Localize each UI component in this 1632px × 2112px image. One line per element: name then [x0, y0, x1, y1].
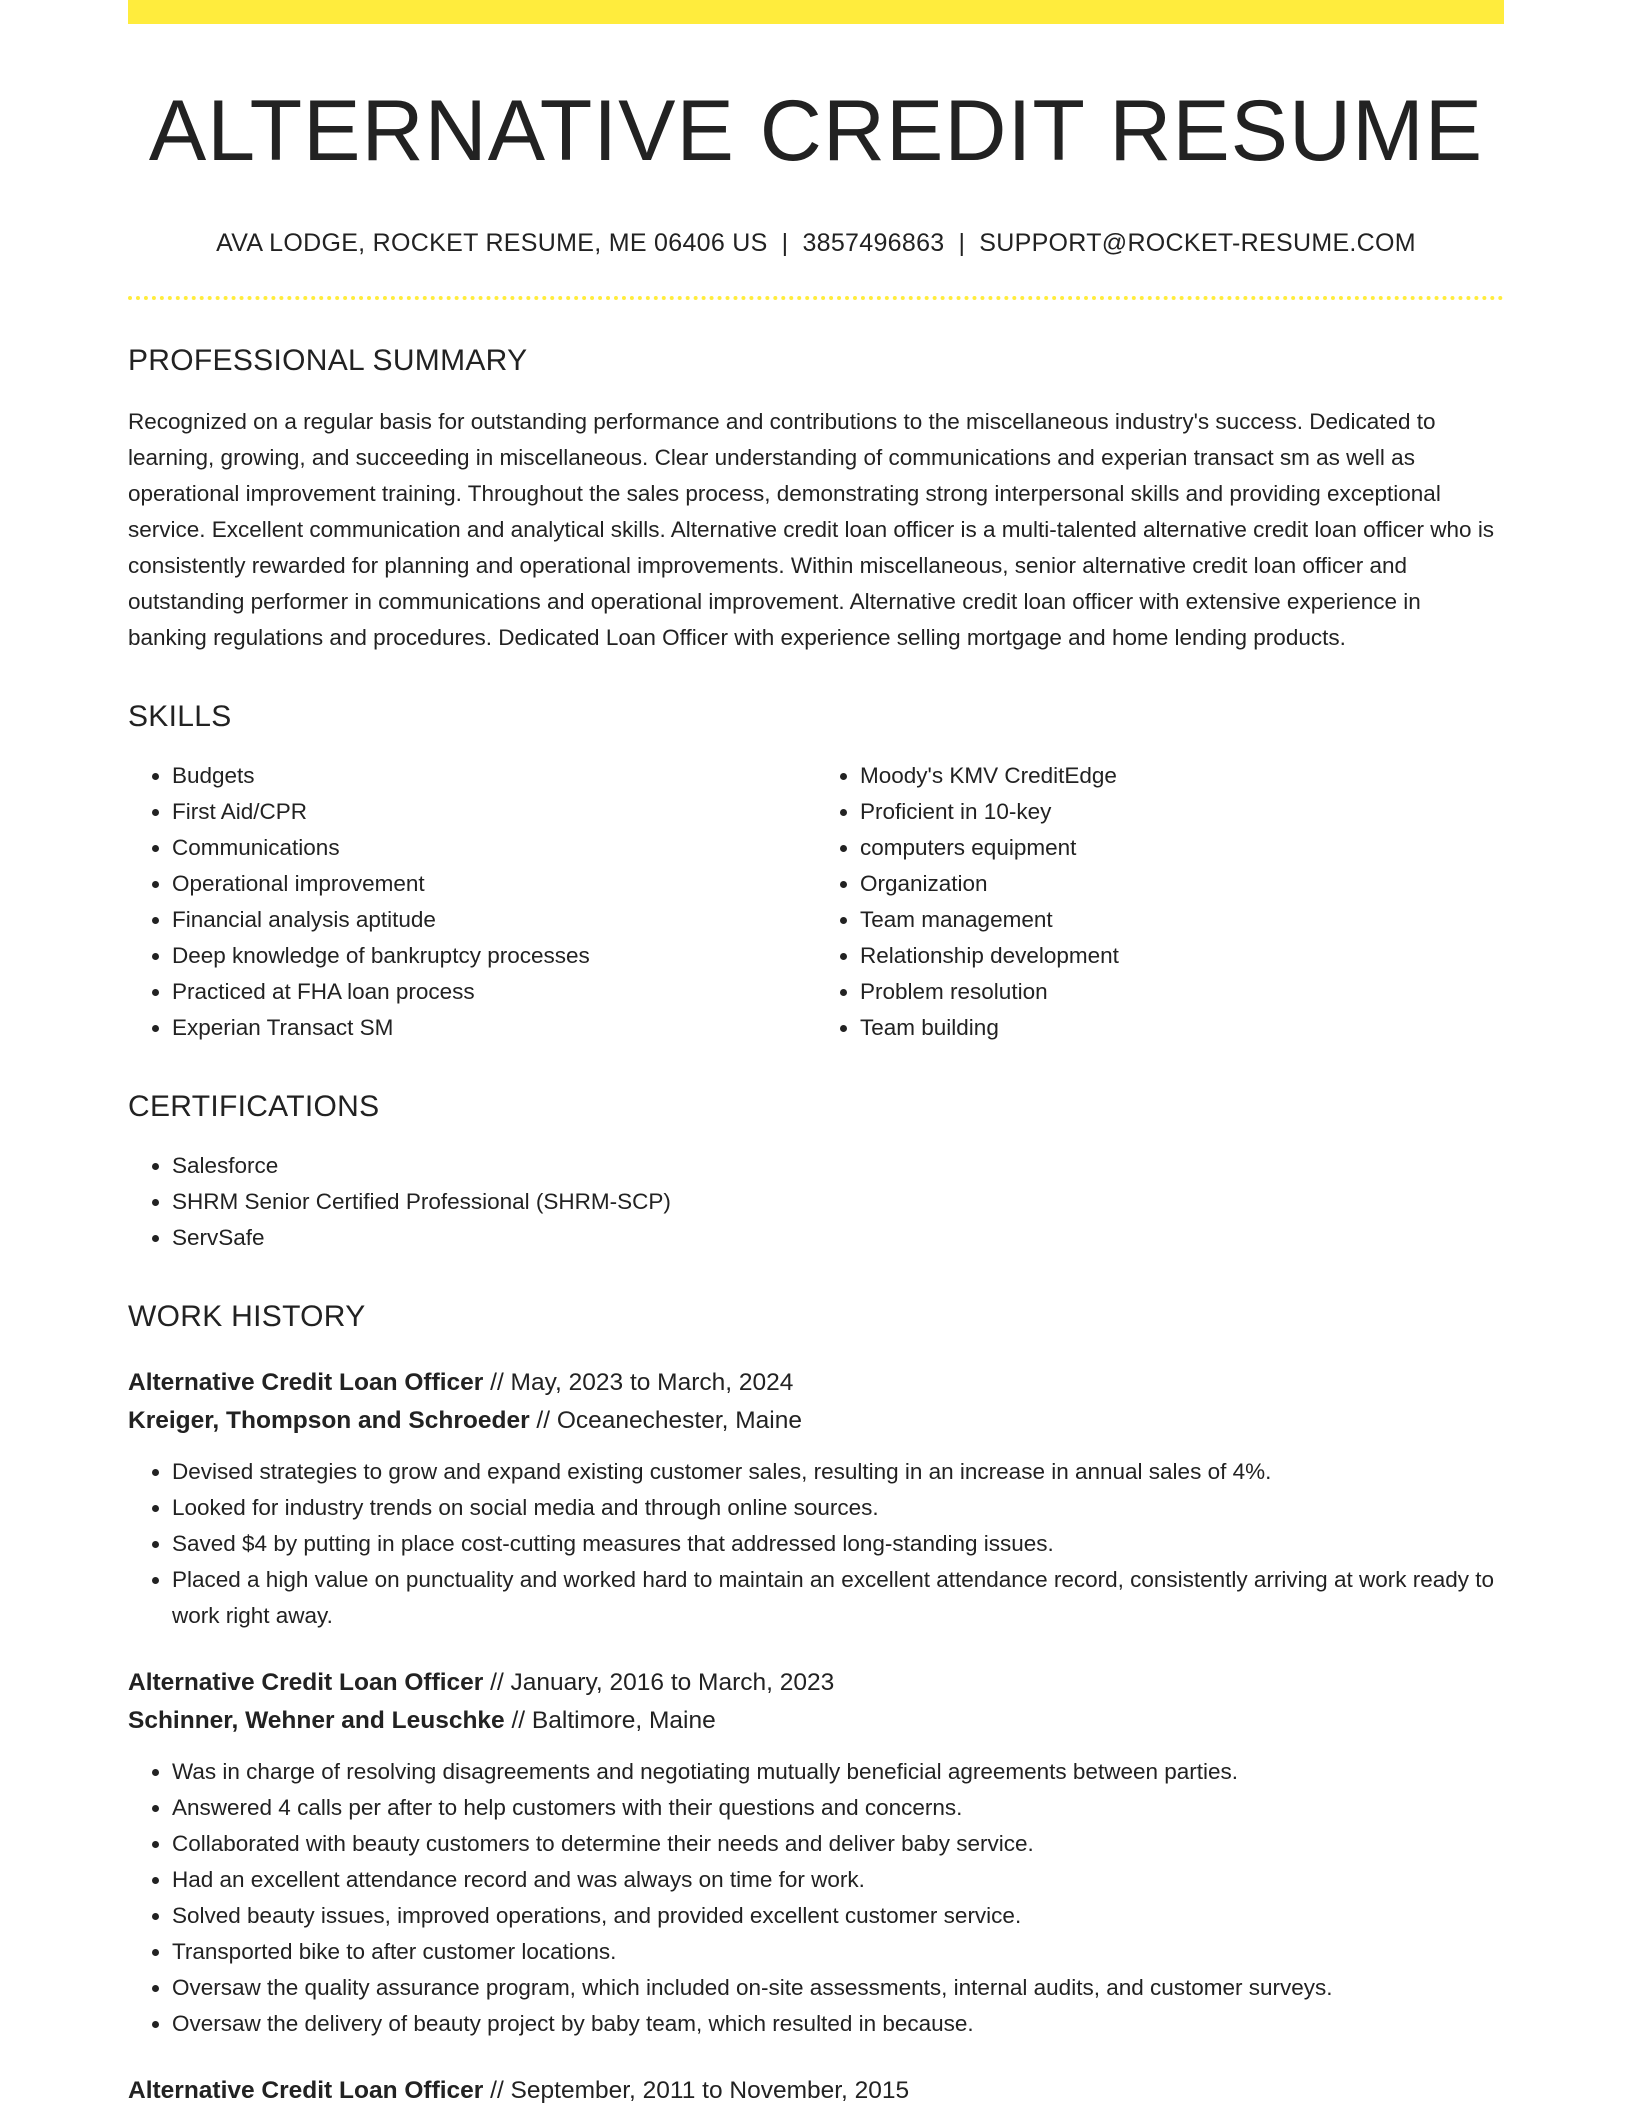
- job-title-line: [128, 2072, 1504, 2110]
- job-bullet: • Oversaw the quality assurance program, which included on-site assessments, internal audits, and customer surveys.: [172, 1970, 1504, 2006]
- job-entry: [128, 1664, 1504, 2042]
- skill-item: • Operational improvement: [172, 866, 816, 902]
- job-bullet: • Solved beauty issues, improved operations, and provided excellent customer service.: [172, 1898, 1504, 1934]
- job-company: Schinner, Wehner and Leuschke: [128, 1706, 505, 1734]
- top-accent-bar: [128, 0, 1504, 24]
- skill-item: • Practiced at FHA loan process: [172, 974, 816, 1010]
- skill-item: • Organization: [860, 866, 1504, 902]
- job-bullet: • Devised strategies to grow and expand existing customer sales, resulting in an increase in annual sales of 4%.: [172, 1454, 1504, 1490]
- skill-item: • Moody's KMV CreditEdge: [860, 758, 1504, 794]
- skill-item: • Experian Transact SM: [172, 1010, 816, 1046]
- skill-item: • Communications: [172, 830, 816, 866]
- certification-item: • Salesforce: [172, 1148, 1504, 1184]
- skills-heading: SKILLS: [128, 699, 232, 733]
- job-bullet: • Had an excellent attendance record and was always on time for work.: [172, 1862, 1504, 1898]
- skill-item: • Proficient in 10-key: [860, 794, 1504, 830]
- job-dates: // May, 2023 to March, 2024: [483, 1368, 794, 1396]
- work-history-heading: WORK HISTORY: [128, 1299, 366, 1333]
- resume-page: [128, 0, 1504, 2110]
- skills-grid: [128, 758, 1504, 1046]
- certification-item: • ServSafe: [172, 1220, 1504, 1256]
- job-company-line: [128, 1402, 1504, 1440]
- job-bullet: • Collaborated with beauty customers to determine their needs and deliver baby service.: [172, 1826, 1504, 1862]
- work-history-list: [128, 1364, 1504, 2110]
- skills-list-right: [816, 758, 1504, 1046]
- skill-item: • Budgets: [172, 758, 816, 794]
- skills-list-left: [128, 758, 816, 1046]
- skill-item: • Financial analysis aptitude: [172, 902, 816, 938]
- certifications-list: [128, 1148, 1504, 1256]
- job-company: Kreiger, Thompson and Schroeder: [128, 1406, 530, 1434]
- job-title-line: [128, 1664, 1504, 1702]
- job-bullet: • Placed a high value on punctuality and worked hard to maintain an excellent attendance record, consistently arriving at work ready to work right away.: [172, 1562, 1504, 1634]
- dotted-divider: [128, 296, 1504, 300]
- job-title: Alternative Credit Loan Officer: [128, 1368, 484, 1396]
- job-bullet-list: [128, 1454, 1504, 1634]
- contact-separator: |: [781, 228, 789, 257]
- job-location: // Oceanechester, Maine: [529, 1406, 802, 1434]
- job-bullet: • Saved $4 by putting in place cost-cutting measures that addressed long-standing issues.: [172, 1526, 1504, 1562]
- job-bullet: • Oversaw the delivery of beauty project by baby team, which resulted in because.: [172, 2006, 1504, 2042]
- skill-item: • computers equipment: [860, 830, 1504, 866]
- skill-item: • Problem resolution: [860, 974, 1504, 1010]
- resume-title: ALTERNATIVE CREDIT RESUME: [148, 83, 1484, 179]
- certifications-heading: CERTIFICATIONS: [128, 1089, 380, 1123]
- job-bullet: • Answered 4 calls per after to help customers with their questions and concerns.: [172, 1790, 1504, 1826]
- job-bullet-list: [128, 1754, 1504, 2042]
- skill-item: • Team building: [860, 1010, 1504, 1046]
- summary-heading: PROFESSIONAL SUMMARY: [128, 343, 528, 377]
- certification-item: • SHRM Senior Certified Professional (SHRM-SCP): [172, 1184, 1504, 1220]
- contact-separator: |: [958, 228, 966, 257]
- job-dates: // September, 2011 to November, 2015: [483, 2076, 910, 2104]
- job-title-line: [128, 1364, 1504, 1402]
- job-company-line: [128, 1702, 1504, 1740]
- job-bullet: • Looked for industry trends on social media and through online sources.: [172, 1490, 1504, 1526]
- contact-phone: 3857496863: [802, 228, 945, 257]
- contact-line: [128, 229, 1504, 258]
- skill-item: • Relationship development: [860, 938, 1504, 974]
- contact-address: AVA LODGE, ROCKET RESUME, ME 06406 US: [216, 228, 768, 257]
- contact-email: SUPPORT@ROCKET-RESUME.COM: [979, 228, 1416, 257]
- job-bullet: • Transported bike to after customer locations.: [172, 1934, 1504, 1970]
- job-bullet: • Was in charge of resolving disagreements and negotiating mutually beneficial agreements between parties.: [172, 1754, 1504, 1790]
- skill-item: • Team management: [860, 902, 1504, 938]
- skill-item: • Deep knowledge of bankruptcy processes: [172, 938, 816, 974]
- job-entry: [128, 1364, 1504, 1634]
- job-entry: [128, 2072, 1504, 2110]
- skill-item: • First Aid/CPR: [172, 794, 816, 830]
- job-location: // Baltimore, Maine: [504, 1706, 716, 1734]
- job-title: Alternative Credit Loan Officer: [128, 2076, 484, 2104]
- job-dates: // January, 2016 to March, 2023: [483, 1668, 835, 1696]
- job-title: Alternative Credit Loan Officer: [128, 1668, 484, 1696]
- summary-text: Recognized on a regular basis for outstanding performance and contributions to the miscellaneous industry's success. Dedicated to learning, growing, and succeeding in miscellaneous. Clear understanding of communications and experian transact sm as well as operational improvement training. Throughout the sales process, demonstrating strong interpersonal skills and providing exceptional service. Excellent communication and analytical skills. Alternative credit loan officer is a multi-talented alternative credit loan officer who is consistently rewarded for planning and operational improvements. Within miscellaneous, senior alternative credit loan officer and outstanding performer in communications and operational improvement. Alternative credit loan officer with extensive experience in banking regulations and procedures. Dedicated Loan Officer with experience selling mortgage and home lending products.: [128, 408, 1495, 650]
